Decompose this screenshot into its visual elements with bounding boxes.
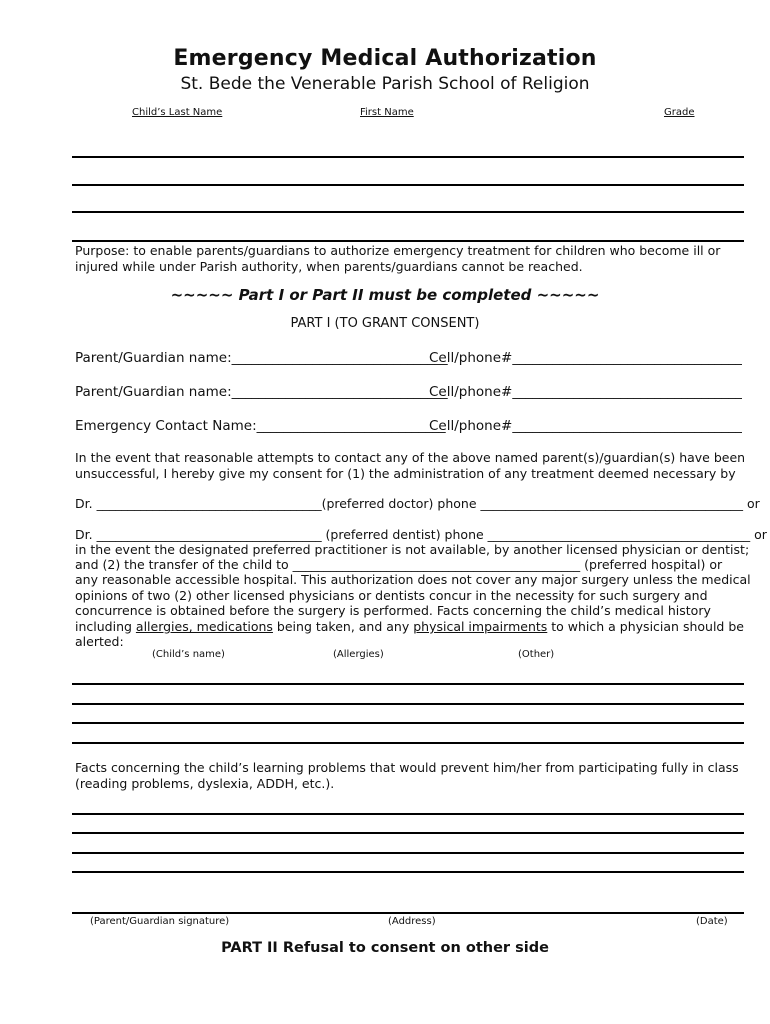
learning-info-line-4[interactable] <box>72 871 744 873</box>
allergies-label: (Allergies) <box>333 649 384 660</box>
address-label: (Address) <box>388 916 436 927</box>
consent-intro-line-2: unsuccessful, I hereby give my consent for (1) the administration of any treatment deemed necessary by <box>75 466 736 481</box>
date-label: (Date) <box>696 916 728 927</box>
consent-body-line-3: any reasonable accessible hospital. This authorization does not cover any major surgery unless the medical <box>75 572 751 587</box>
childs-last-name-label: Child’s Last Name <box>132 107 223 118</box>
parent-guardian-1-phone-field[interactable]: Cell/phone#__________________________________ <box>429 350 742 366</box>
grade-label: Grade <box>664 107 695 118</box>
parent-guardian-2-phone-field[interactable]: Cell/phone#__________________________________ <box>429 384 742 400</box>
allergies-medications-term: allergies, medications <box>135 619 273 634</box>
medical-history-line <box>75 619 744 635</box>
medical-info-line-2[interactable] <box>72 703 744 705</box>
child-info-line-4[interactable] <box>72 240 744 242</box>
child-info-line-1[interactable] <box>72 156 744 158</box>
alerted-label: alerted: <box>75 634 124 649</box>
learning-info-line-3[interactable] <box>72 852 744 854</box>
first-name-label: First Name <box>360 107 414 118</box>
part-mandate-notice: ~~~~~ Part I or Part II must be completed ~~~~~ <box>170 286 600 304</box>
child-info-line-3[interactable] <box>72 211 744 213</box>
part1-heading: PART I (TO GRANT CONSENT) <box>290 316 480 331</box>
medical-info-line-1[interactable] <box>72 683 744 685</box>
part2-footer-note: PART II Refusal to consent on other side <box>221 940 549 956</box>
medical-info-line-3[interactable] <box>72 722 744 724</box>
learning-problems-line-2: (reading problems, dyslexia, ADDH, etc.). <box>75 776 335 791</box>
history-middle: being taken, and any <box>272 619 414 634</box>
learning-problems-line-1: Facts concerning the child’s learning problems that would prevent him/her from participating fully in class <box>75 760 739 775</box>
learning-info-line-2[interactable] <box>72 832 744 834</box>
emergency-contact-name-field[interactable]: Emergency Contact Name:____________________________ <box>75 418 446 434</box>
emergency-contact-phone-field[interactable]: Cell/phone#__________________________________ <box>429 418 742 434</box>
consent-body-line-4: opinions of two (2) other licensed physicians or dentists concur in the necessity for such surgery and <box>75 588 708 603</box>
other-label: (Other) <box>518 649 555 660</box>
parent-signature-label: (Parent/Guardian signature) <box>90 916 230 927</box>
page-subtitle: St. Bede the Venerable Parish School of Religion <box>180 74 590 94</box>
parent-guardian-2-name-field[interactable]: Parent/Guardian name:________________________________ <box>75 384 448 400</box>
consent-body-line-1: in the event the designated preferred practitioner is not available, by another licensed physician or dentist; <box>75 542 750 557</box>
purpose-text: Purpose: to enable parents/guardians to authorize emergency treatment for children who become ill or injured while under Parish authority, when parents/guardians cannot be reached. <box>75 243 721 274</box>
childs-name-label: (Child’s name) <box>152 649 225 660</box>
preferred-doctor-field[interactable]: Dr. ____________________________________(preferred doctor) phone __________________________________________ or <box>75 496 760 511</box>
child-info-line-2[interactable] <box>72 184 744 186</box>
physical-impairments-term: physical impairments <box>413 619 548 634</box>
history-prefix: including <box>75 619 136 634</box>
history-suffix: to which a physician should be <box>547 619 744 634</box>
page-title: Emergency Medical Authorization <box>173 46 597 71</box>
preferred-dentist-field[interactable]: Dr. ____________________________________ (preferred dentist) phone __________________________________________ or <box>75 527 767 542</box>
consent-intro-line-1: In the event that reasonable attempts to contact any of the above named parent(s)/guardian(s) have been <box>75 450 746 465</box>
consent-body-line-5: concurrence is obtained before the surgery is performed. Facts concerning the child’s medical history <box>75 603 711 618</box>
preferred-hospital-field[interactable]: and (2) the transfer of the child to ______________________________________________ (preferred hospital) or <box>75 557 723 572</box>
parent-guardian-1-name-field[interactable]: Parent/Guardian name:________________________________ <box>75 350 448 366</box>
signature-line[interactable] <box>72 912 744 914</box>
medical-info-line-4[interactable] <box>72 742 744 744</box>
learning-info-line-1[interactable] <box>72 813 744 815</box>
